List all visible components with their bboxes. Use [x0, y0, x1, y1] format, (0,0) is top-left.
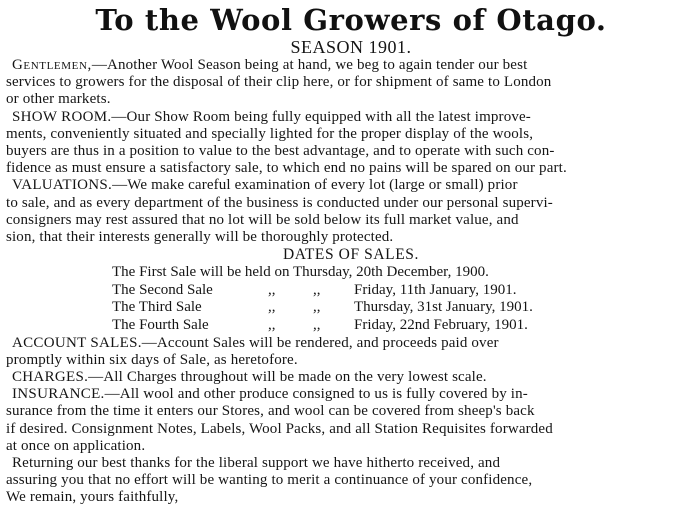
sale-name: The Third Sale	[112, 299, 202, 316]
sale-date: Friday, 11th January, 1901.	[354, 281, 517, 298]
sale-row-fourth	[6, 317, 696, 335]
salutation: Gentlemen,	[12, 57, 92, 73]
sale-name: The Fourth Sale	[112, 317, 209, 334]
valuations-paragraph	[6, 177, 696, 246]
insurance-paragraph	[6, 386, 696, 455]
season-heading: SEASON 1901.	[290, 37, 412, 57]
show-room-paragraph	[6, 109, 696, 178]
ditto-mark: ,,	[313, 281, 321, 298]
sale-row-first	[6, 264, 696, 282]
account-sales-paragraph	[6, 335, 696, 369]
intro-line: services to growers for the disposal of their clip here, or for shipment of same to London	[6, 74, 552, 91]
insurance-line: if desired. Consignment Notes, Labels, Wool Packs, and all Station Requisites forwarded	[6, 420, 553, 437]
valuations-line: sion, that their interests generally will be thoroughly protected.	[6, 229, 394, 246]
insurance-heading: INSURANCE.	[12, 386, 105, 403]
valuations-line: VALUATIONS.—We make careful examination of every lot (large or small) prior	[12, 177, 518, 194]
sale-row-third	[6, 299, 696, 317]
show-room-line: ments, conveniently situated and specially lighted for the proper display of the wools,	[6, 125, 534, 142]
show-room-line: SHOW ROOM.—Our Show Room being fully equipped with all the latest improve-	[12, 108, 531, 125]
account-sales-line: promptly within six days of Sale, as heretofore.	[6, 351, 298, 368]
ditto-mark: ,,	[268, 317, 276, 334]
sale-date: Thursday, 31st January, 1901.	[354, 299, 533, 316]
show-room-line: fidence as must ensure a satisfactory sale, to which end no pains will be spared on our part.	[6, 160, 567, 177]
sales-schedule	[6, 264, 696, 334]
sale-first-text: The First Sale will be held on Thursday, 20th December, 1900.	[112, 264, 489, 281]
closing-line: We remain, yours faithfully,	[6, 489, 179, 506]
ditto-mark: ,,	[313, 317, 321, 334]
insurance-line: surance from the time it enters our Stores, and wool can be covered from sheep's back	[6, 403, 535, 420]
intro-line: or other markets.	[6, 91, 111, 108]
insurance-line: at once on application.	[6, 437, 146, 454]
ditto-mark: ,,	[313, 299, 321, 316]
ditto-mark: ,,	[268, 299, 276, 316]
valuations-line: to sale, and as every department of the business is conducted under our personal supervi-	[6, 194, 553, 211]
sale-row-second	[6, 282, 696, 300]
dates-of-sales-heading: DATES OF SALES.	[282, 246, 420, 264]
insurance-line: INSURANCE.—All wool and other produce consigned to us is fully covered by in-	[12, 386, 528, 403]
closing-line: Returning our best thanks for the liberal support we have hitherto received, and	[12, 455, 501, 472]
show-room-heading: SHOW ROOM.	[12, 108, 112, 125]
closing-paragraph	[6, 455, 696, 507]
intro-line: Gentlemen,—Another Wool Season being at hand, we beg to again tender our best	[12, 57, 528, 73]
account-sales-heading: ACCOUNT SALES.	[12, 334, 142, 351]
valuations-heading: VALUATIONS.	[12, 177, 113, 194]
charges-line: CHARGES.—All Charges throughout will be made on the very lowest scale.	[12, 369, 487, 386]
sale-name: The Second Sale	[112, 281, 213, 298]
charges-heading: CHARGES.	[12, 369, 89, 386]
show-room-line: buyers are thus in a position to value to the best advantage, and to operate with such con-	[6, 143, 555, 160]
valuations-line: consigners may rest assured that no lot will be sold below its full market value, and	[6, 211, 519, 228]
ditto-mark: ,,	[268, 281, 276, 298]
closing-line: assuring you that no effort will be wanting to merit a continuance of your confidence,	[6, 472, 533, 489]
intro-paragraph	[6, 57, 696, 109]
account-sales-line: ACCOUNT SALES.—Account Sales will be rendered, and proceeds paid over	[12, 334, 499, 351]
charges-paragraph	[6, 369, 696, 386]
headline: To the Wool Growers of Otago.	[95, 3, 607, 37]
sale-date: Friday, 22nd February, 1901.	[354, 317, 528, 334]
